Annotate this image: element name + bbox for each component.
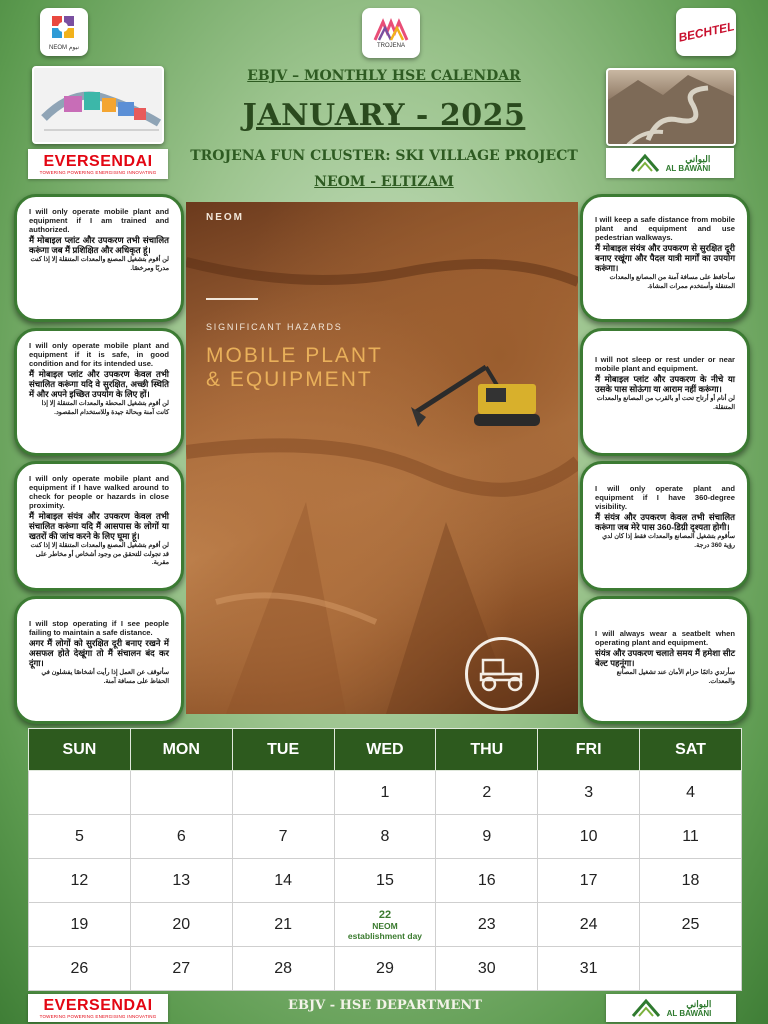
calendar-day-cell: 31 [538,947,640,991]
card-text-en: I will stop operating if I see people failing to maintain a safe distance. [29,619,169,637]
calendar-day-cell: 4 [640,771,742,815]
day-header-tue: TUE [232,729,334,771]
calendar-day-cell: 11 [640,815,742,859]
hazard-card-right-2 [580,328,750,456]
card-text-en: I will keep a safe distance from mobile plant and equipment and use pedestrian walkways. [595,215,735,242]
month-title: JANUARY - 2025 [242,98,526,133]
calendar-day-cell: 1 [334,771,436,815]
eversendai-name: EVERSENDAI [43,996,153,1014]
calendar-day-cell: 8 [334,815,436,859]
neom-logo-text: NEOM نيوم [49,45,79,51]
card-text-hi: मैं संयंत्र और उपकरण केवल तभी संचालित करूंगा जब मेरे पास 360-डिग्री दृश्यता होगी। [595,512,735,532]
bechtel-logo [676,8,736,56]
card-text-hi: मैं मोबाइल संयंत्र और उपकरण केवल तभी संचालित करूंगा यदि मैं आसपास के लोगों या खतरों की जांच करने के लिए घूमा हूं। [29,511,169,541]
calendar-day-cell: 15 [334,859,436,903]
card-text-hi: अगर मैं लोगों को सुरक्षित दूरी बनाए रखने में असफल होते देखूंगा तो मैं संचालन बंद कर दूंगा। [29,638,169,668]
day-header-thu: THU [436,729,538,771]
poster-title-line1: MOBILE PLANT [206,344,383,367]
card-text-en: I will not sleep or rest under or near mobile plant and equipment. [595,355,735,373]
road-roller-icon [465,637,539,711]
calendar-day-cell [130,771,232,815]
poster-brand: NEOM [206,212,244,223]
neom-mark-icon [49,13,79,43]
special-day-note-1: NEOM [372,920,398,931]
trojena-logo [362,8,420,58]
day-header-sun: SUN [29,729,131,771]
eversendai-name: EVERSENDAI [43,152,153,170]
calendar-day-cell: 24 [538,903,640,947]
calendar-week-row [29,859,742,903]
card-text-ar: لن أقوم بتشغيل المحطة والمعدات المتنقلة إلا إذا كانت آمنة وبحالة جيدة وللاستخدام المقصود. [41,400,169,416]
calendar-day-cell: 23 [436,903,538,947]
card-text-en: I will only operate mobile plant and equipment if I am trained and authorized. [29,207,169,234]
card-text-en: I will always wear a seatbelt when operating plant and equipment. [595,629,735,647]
hazard-card-right-1 [580,194,750,322]
calendar-day-cell: 3 [538,771,640,815]
calendar-day-cell: 5 [29,815,131,859]
calendar-day-cell: 10 [538,815,640,859]
calendar-day-cell: 30 [436,947,538,991]
calendar-day-cell: 20 [130,903,232,947]
footer-department: EBJV - HSE DEPARTMENT [288,998,482,1013]
calendar-day-cell: 26 [29,947,131,991]
monthly-calendar [28,728,742,991]
calendar-day-cell [640,947,742,991]
calendar-day-cell: 28 [232,947,334,991]
card-text-ar: سأقوم بتشغيل المصانع والمعدات فقط إذا كان لدي رؤية 360 درجة. [602,533,735,549]
calendar-subtitle: EBJV – MONTHLY HSE CALENDAR [247,68,521,84]
day-header-sat: SAT [640,729,742,771]
card-text-hi: मैं मोबाइल प्लांट और उपकरण केवल तभी संचालित करूंगा यदि वे सुरक्षित, अच्छी स्थिति में और अपने इच्छित उपयोग के लिए हों। [29,369,169,399]
albawani-english: AL BAWANI [665,163,711,173]
calendar-day-cell: 21 [232,903,334,947]
albawani-english: AL BAWANI [666,1008,712,1018]
poster-title [206,344,383,392]
calendar-week-row [29,771,742,815]
calendar-week-row [29,947,742,991]
calendar-day-cell: 9 [436,815,538,859]
calendar-day-cell: 29 [334,947,436,991]
special-day-note-2: establishment day [347,930,423,941]
card-text-hi: मैं मोबाइल प्लांट और उपकरण के नीचे या उसके पास सोऊंगा या आराम नहीं करूंगा। [595,374,735,394]
card-text-ar: لن أقوم بتشغيل المصنع والمعدات المتنقلة إلا إذا كنت مدربًا ومرخصًا. [30,256,169,272]
project-name: TROJENA FUN CLUSTER: SKI VILLAGE PROJECT [190,148,578,164]
project-location: NEOM - ELTIZAM [314,174,454,190]
calendar-header-row [29,729,742,771]
calendar-day-cell: 17 [538,859,640,903]
card-text-hi: मैं मोबाइल संयंत्र और उपकरण से सुरक्षित दूरी बनाए रखूंगा और पैदल यात्री मार्गों का उपयोग करूंगा। [595,243,735,273]
calendar-day-cell: 6 [130,815,232,859]
calendar-day-cell: 19 [29,903,131,947]
card-text-ar: سأتوقف عن العمل إذا رأيت أشخاصًا يفشلون في الحفاظ على مسافة آمنة. [41,669,169,685]
hazard-card-left-3 [14,461,184,591]
calendar-day-cell-special [334,903,436,947]
calendar-day-cell [232,771,334,815]
albawani-logo-bottom [606,994,736,1022]
eversendai-tagline: TOWERING POWERING ENERGISING INNOVATING [39,169,157,175]
calendar-week-row [29,815,742,859]
poster-title-line2: & EQUIPMENT [206,368,373,391]
day-header-mon: MON [130,729,232,771]
bechtel-logo-text: BECHTEL [676,19,736,45]
calendar-day-cell: 16 [436,859,538,903]
card-text-ar: سأحافظ على مسافة آمنة من المصانع والمعدات المتنقلة وأستخدم ممرات المشاة. [609,274,735,290]
trojena-logo-text: TROJENA [376,42,405,49]
poster-label: SIGNIFICANT HAZARDS [206,322,343,332]
card-text-hi: मैं मोबाइल प्लांट और उपकरण तभी संचालित करूंगा जब मैं प्रशिक्षित और अधिकृत हूं। [29,235,169,255]
albawani-arabic: البواني [686,998,712,1009]
calendar-day-cell: 12 [29,859,131,903]
eversendai-tagline: TOWERING POWERING ENERGISING INNOVATING [39,1013,157,1019]
albawani-mark-icon [631,998,661,1018]
albawani-arabic: البواني [685,153,711,164]
hazard-poster [186,202,578,714]
calendar-day-cell: 27 [130,947,232,991]
card-text-en: I will only operate mobile plant and equipment if I have walked around to check for people or hazards in close proximity. [29,474,169,510]
neom-logo [40,8,88,56]
hazard-card-right-4 [580,596,750,724]
day-header-fri: FRI [538,729,640,771]
calendar-day-cell: 2 [436,771,538,815]
calendar-week-row [29,903,742,947]
card-text-hi: संयंत्र और उपकरण चलाते समय मैं हमेशा सीट बेल्ट पहनूंगा। [595,648,735,668]
day-header-wed: WED [334,729,436,771]
calendar-day-cell: 25 [640,903,742,947]
hazard-card-left-2 [14,328,184,456]
poster-divider [206,298,258,300]
hazard-card-right-3 [580,461,750,591]
card-text-ar: لن أقوم بتشغيل المصنع والمعدات المتنقلة إلا إذا كنت قد تجولت للتحقق من وجود أشخاص أو مخاطر على مقربة. [30,542,169,566]
card-text-en: I will only operate plant and equipment if I have 360-degree visibility. [595,484,735,511]
calendar-day-cell: 18 [640,859,742,903]
calendar-day-cell: 14 [232,859,334,903]
card-text-ar: لن أنام أو أرتاح تحت أو بالقرب من المصانع والمعدات المتنقلة. [596,395,735,411]
card-text-ar: سأرتدي دائمًا حزام الأمان عند تشغيل المصانع والمعدات. [616,669,735,685]
card-text-en: I will only operate mobile plant and equipment if it is safe, in good condition and for its intended use. [29,341,169,368]
hazard-card-left-1 [14,194,184,322]
hazard-card-left-4 [14,596,184,724]
special-day-number: 22 [378,908,392,921]
trojena-mark-icon [373,18,409,42]
calendar-day-cell: 7 [232,815,334,859]
eversendai-logo-bottom [28,994,168,1022]
calendar-day-cell [29,771,131,815]
excavation-site-image [186,202,578,714]
calendar-day-cell: 13 [130,859,232,903]
